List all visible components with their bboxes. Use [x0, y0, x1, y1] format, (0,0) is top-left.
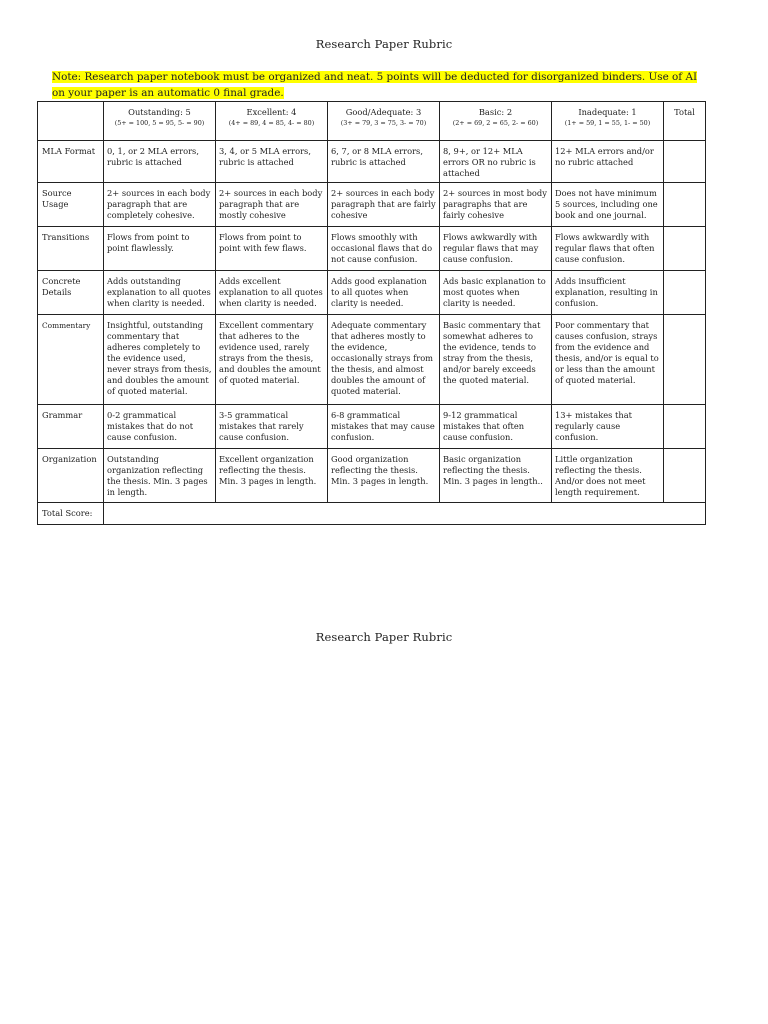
header-points-scale: (1+ = 59, 1 = 55, 1- = 50) [564, 119, 651, 127]
total-score-row [38, 503, 706, 525]
criteria-cell: 12+ MLA errors and/or no rubric attached [552, 141, 664, 183]
header-total-label: Total [674, 107, 695, 117]
header-level-label: Good/Adequate: 3 [345, 107, 422, 117]
total-cell[interactable] [664, 271, 706, 315]
row-label-grammar: Grammar [38, 405, 104, 449]
criteria-cell: Adds good explanation to all quotes when clarity is needed. [328, 271, 440, 315]
criteria-cell: 2+ sources in most body paragraphs that are fairly cohesive [440, 183, 552, 227]
criteria-cell: 9-12 grammatical mistakes that often cause confusion. [440, 405, 552, 449]
criteria-cell: 6-8 grammatical mistakes that may cause confusion. [328, 405, 440, 449]
header-points-scale: (3+ = 79, 3 = 75, 3- = 70) [340, 119, 427, 127]
page-title-repeat: Research Paper Rubric [315, 630, 453, 644]
header-good-adequate [328, 102, 440, 141]
page-title: Research Paper Rubric [315, 37, 453, 51]
criteria-cell: 13+ mistakes that regularly cause confusion. [552, 405, 664, 449]
criteria-cell: Poor commentary that causes confusion, strays from the evidence and thesis, and/or is equal to or less than the amount of quoted material. [552, 315, 664, 405]
criteria-cell: Outstanding organization reflecting the thesis. Min. 3 pages in length. [104, 449, 216, 503]
header-level-label: Inadequate: 1 [578, 107, 637, 117]
criteria-cell: Flows smoothly with occasional flaws that do not cause confusion. [328, 227, 440, 271]
rubric-header-row [38, 102, 706, 141]
criteria-cell: 8, 9+, or 12+ MLA errors OR no rubric is attached [440, 141, 552, 183]
row-label-commentary: Commentary [38, 315, 104, 405]
total-cell[interactable] [664, 183, 706, 227]
criteria-cell: Little organization reflecting the thesis. And/or does not meet length requirement. [552, 449, 664, 503]
criteria-cell: Flows awkwardly with regular flaws that often cause confusion. [552, 227, 664, 271]
table-row [38, 271, 706, 315]
row-label-mla-format: MLA Format [38, 141, 104, 183]
header-level-label: Basic: 2 [478, 107, 513, 117]
row-label-transitions: Transitions [38, 227, 104, 271]
note-highlight: Note: Research paper notebook must be organized and neat. 5 points will be deducted for disorganized binders. Use of AI on your paper is an automatic 0 final grade. [52, 71, 698, 99]
table-row [38, 449, 706, 503]
criteria-cell: Good organization reflecting the thesis. Min. 3 pages in length. [328, 449, 440, 503]
criteria-cell: 0-2 grammatical mistakes that do not cause confusion. [104, 405, 216, 449]
total-cell[interactable] [664, 141, 706, 183]
criteria-cell: Flows from point to point flawlessly. [104, 227, 216, 271]
criteria-cell: 3, 4, or 5 MLA errors, rubric is attached [216, 141, 328, 183]
header-total [664, 102, 706, 141]
total-score-field[interactable] [104, 503, 706, 525]
criteria-cell: Does not have minimum 5 sources, including one book and one journal. [552, 183, 664, 227]
header-outstanding [104, 102, 216, 141]
criteria-cell: Excellent commentary that adheres to the evidence used, rarely strays from the thesis, and doubles the amount of quoted material. [216, 315, 328, 405]
table-row [38, 183, 706, 227]
criteria-cell: Adds excellent explanation to all quotes when clarity is needed. [216, 271, 328, 315]
criteria-cell: 2+ sources in each body paragraph that are fairly cohesive [328, 183, 440, 227]
criteria-cell: Ads basic explanation to most quotes when clarity is needed. [440, 271, 552, 315]
table-row [38, 141, 706, 183]
criteria-cell: 3-5 grammatical mistakes that rarely cause confusion. [216, 405, 328, 449]
total-cell[interactable] [664, 315, 706, 405]
total-cell[interactable] [664, 449, 706, 503]
criteria-cell: Basic organization reflecting the thesis. Min. 3 pages in length.. [440, 449, 552, 503]
criteria-cell: Flows awkwardly with regular flaws that may cause confusion. [440, 227, 552, 271]
header-inadequate [552, 102, 664, 141]
header-points-scale: (4+ = 89, 4 = 85, 4- = 80) [228, 119, 315, 127]
header-excellent [216, 102, 328, 141]
table-row [38, 405, 706, 449]
criteria-cell: Adequate commentary that adheres mostly to the evidence, occasionally strays from the thesis, and almost doubles the amount of quoted material. [328, 315, 440, 405]
table-row [38, 315, 706, 405]
criteria-cell: Flows from point to point with few flaws. [216, 227, 328, 271]
rubric-table [37, 101, 706, 525]
criteria-cell: 6, 7, or 8 MLA errors, rubric is attached [328, 141, 440, 183]
row-label-concrete-details: Concrete Details [38, 271, 104, 315]
note-paragraph [52, 69, 712, 101]
total-cell[interactable] [664, 227, 706, 271]
header-points-scale: (5+ = 100, 5 = 95, 5- = 90) [114, 119, 205, 127]
header-level-label: Outstanding: 5 [128, 107, 191, 117]
criteria-cell: 2+ sources in each body paragraph that are completely cohesive. [104, 183, 216, 227]
header-basic [440, 102, 552, 141]
criteria-cell: Basic commentary that somewhat adheres to the evidence, tends to stray from the thesis, and/or barely exceeds the quoted material. [440, 315, 552, 405]
criteria-cell: Excellent organization reflecting the thesis. Min. 3 pages in length. [216, 449, 328, 503]
header-points-scale: (2+ = 69, 2 = 65, 2- = 60) [452, 119, 539, 127]
table-row [38, 227, 706, 271]
row-label-source-usage: Source Usage [38, 183, 104, 227]
criteria-cell: 2+ sources in each body paragraph that are mostly cohesive [216, 183, 328, 227]
row-label-organization: Organization [38, 449, 104, 503]
criteria-cell: Adds insufficient explanation, resulting in confusion. [552, 271, 664, 315]
criteria-cell: Adds outstanding explanation to all quotes when clarity is needed. [104, 271, 216, 315]
criteria-cell: Insightful, outstanding commentary that adheres completely to the evidence used, never strays from thesis, and doubles the amount of quoted material. [104, 315, 216, 405]
criteria-cell: 0, 1, or 2 MLA errors, rubric is attached [104, 141, 216, 183]
total-score-label: Total Score: [38, 503, 104, 525]
header-corner-cell [38, 102, 104, 141]
total-cell[interactable] [664, 405, 706, 449]
header-level-label: Excellent: 4 [246, 107, 297, 117]
